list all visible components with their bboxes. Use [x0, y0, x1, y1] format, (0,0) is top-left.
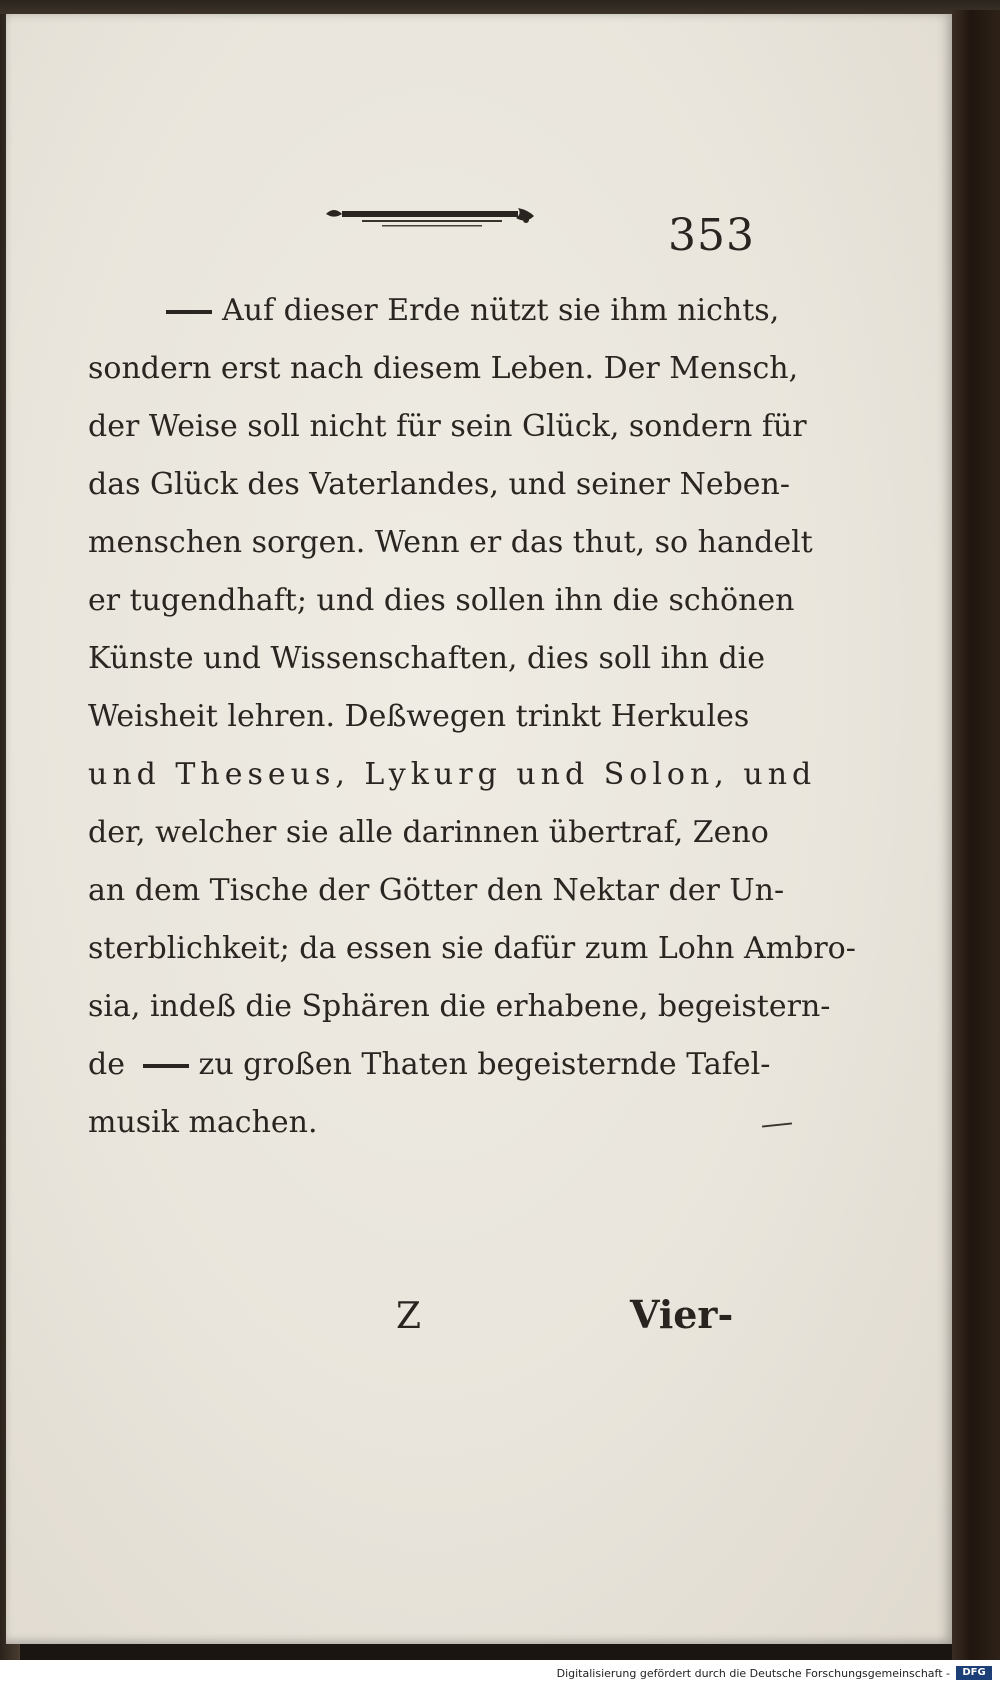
- text-line: Künste und Wissenschaften, dies soll ihn die: [88, 641, 765, 676]
- text-line: sia, indeß die Sphären die erhabene, begeistern-: [88, 989, 831, 1024]
- book-binding-edge: [952, 10, 1000, 1660]
- catchword: Vier-: [630, 1292, 734, 1337]
- footer-credit: Digitalisierung gefördert durch die Deutsche Forschungsgemeinschaft -: [556, 1667, 950, 1680]
- book-top-edge: [0, 0, 1000, 14]
- text-line: das Glück des Vaterlandes, und seiner Neben-: [88, 467, 790, 502]
- text-line: [88, 282, 780, 340]
- text-line: sterblichkeit; da essen sie dafür zum Lohn Ambro-: [88, 931, 856, 966]
- header-ornament-icon: [322, 200, 540, 234]
- text-line: der Weise soll nicht für sein Glück, sondern für: [88, 409, 807, 444]
- text-line: Weisheit lehren. Deßwegen trinkt Herkules: [88, 699, 750, 734]
- text-line: an dem Tische der Götter den Nektar der Un-: [88, 873, 785, 908]
- text-line-content: Auf dieser Erde nützt sie ihm nichts,: [222, 293, 780, 328]
- dfg-logo: DFG: [956, 1666, 992, 1680]
- text-line: sondern erst nach diesem Leben. Der Mensch,: [88, 351, 799, 386]
- text-line: er tugendhaft; und dies sollen ihn die schönen: [88, 583, 795, 618]
- text-line: menschen sorgen. Wenn er das thut, so handelt: [88, 525, 813, 560]
- text-line: [88, 1036, 771, 1094]
- text-line-content: de: [88, 1047, 125, 1082]
- em-dash-mark: [143, 1064, 189, 1068]
- text-line: musik machen.: [88, 1105, 318, 1140]
- em-dash-mark: [166, 310, 212, 314]
- text-line-content: zu großen Thaten begeisternde Tafel-: [198, 1047, 771, 1082]
- body-text: [88, 282, 856, 1152]
- text-line: und Theseus, Lykurg und Solon, und: [88, 757, 817, 792]
- text-line: der, welcher sie alle darinnen übertraf, Zeno: [88, 815, 769, 850]
- signature-mark: Z: [396, 1296, 422, 1337]
- page-number: 353: [668, 210, 755, 261]
